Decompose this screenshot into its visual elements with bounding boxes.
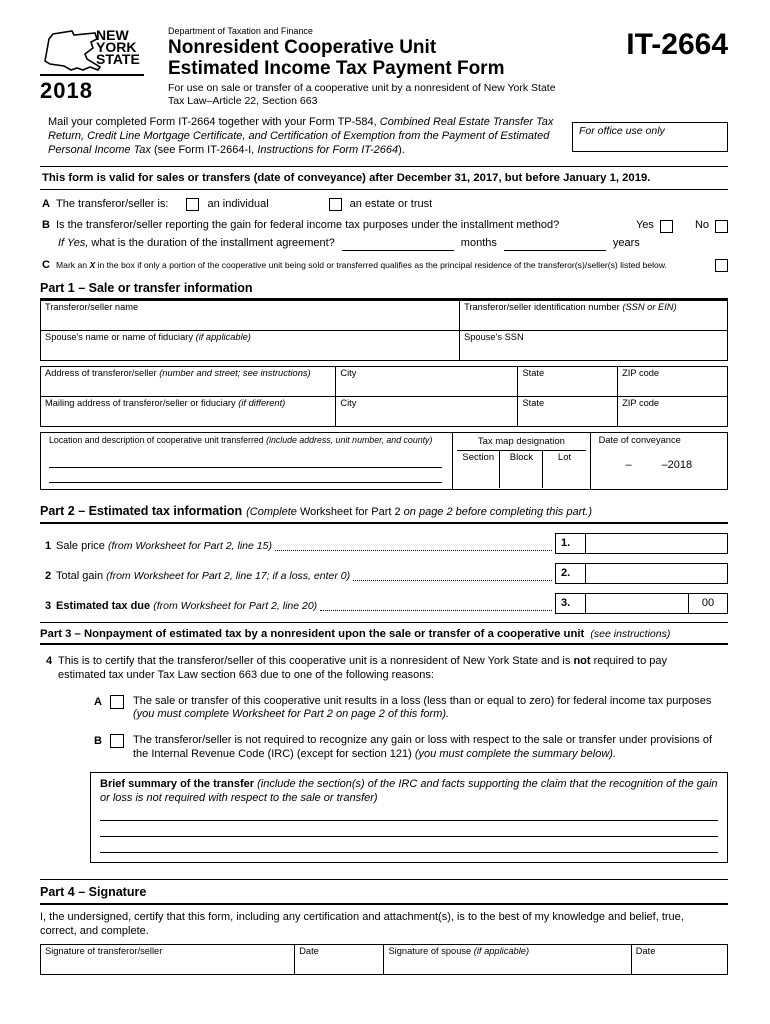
signature-date-field-2[interactable]: Date: [631, 945, 727, 975]
dotted-leader: [275, 550, 552, 551]
if-yes-text: If Yes,: [58, 237, 89, 250]
mailing-instructions: Mail your completed Form IT-2664 together with your Form TP-584, Combined Real Estate Transfer Tax Return, Credit Line Mortgage Certificate, and Certification of Exemption from the Payment of Estimated Personal Income Tax (see Form IT-2664-I, Instructions for Form IT-2664).: [48, 116, 554, 156]
line1-number: 1: [45, 540, 52, 553]
mailing-address-cell[interactable]: Mailing address of transferor/seller or fiduciary (if different): [41, 397, 336, 427]
part1-address-table: [40, 366, 728, 427]
line2-number: 2: [45, 570, 52, 583]
table-row: [41, 367, 728, 397]
item-b-duration-row: If Yes, what is the duration of the installment agreement? months years: [58, 237, 640, 250]
location-writing-line[interactable]: [49, 482, 442, 483]
mailing-state-cell[interactable]: State: [518, 397, 618, 427]
location-cell[interactable]: Location and description of cooperative unit transferred (include address, unit number, and county): [41, 433, 453, 490]
spouse-signature-field[interactable]: Signature of spouse (if applicable): [384, 945, 631, 975]
item4-text: This is to certify that the transferor/seller of this cooperative unit is a nonresident of New York State and is not required to pay estimated tax under Tax Law section 663 due to one of the following reasons:: [58, 655, 667, 681]
certification-statement: I, the undersigned, certify that this form, including any certification and attachment(s), is to the best of my knowledge and belief, true, correct, and complete.: [40, 910, 684, 937]
table-row: [41, 945, 728, 975]
block-field[interactable]: Block: [499, 451, 542, 488]
option-b-letter: B: [94, 735, 102, 748]
transferor-signature-field[interactable]: Signature of transferor/seller: [41, 945, 295, 975]
yes-label: Yes: [635, 219, 654, 232]
installment-no-checkbox[interactable]: [715, 220, 728, 233]
item4-number: 4: [46, 655, 53, 668]
table-row: [41, 397, 728, 427]
item-b-question: Is the transferor/seller reporting the gain for federal income tax purposes under the installment method?: [56, 219, 560, 232]
part3-option-b: [40, 734, 728, 762]
summary-writing-line-2[interactable]: [100, 836, 718, 837]
part2-line-3: [40, 593, 728, 614]
item-c-letter: C: [42, 258, 50, 271]
part3-title: Part 3 – Nonpayment of estimated tax by a nonresident upon the sale or transfer of a cooperative unit (see instructions): [40, 622, 728, 645]
summary-writing-line-1[interactable]: [100, 820, 718, 821]
dotted-leader: [353, 580, 552, 581]
logo-wordmark: NEW YORK STATE: [96, 27, 140, 67]
dotted-leader: [320, 610, 552, 611]
line1-label: Sale price (from Worksheet for Part 2, line 15): [56, 540, 272, 553]
line3-box-number: 3.: [555, 593, 585, 614]
estate-trust-checkbox[interactable]: [329, 198, 342, 211]
summary-heading: Brief summary of the transfer (include the section(s) of the IRC and facts supporting the claim that the recognition of the gain or loss is not required with respect to the sale or transfer): [100, 777, 718, 804]
principal-residence-checkbox[interactable]: [715, 259, 728, 272]
location-writing-line[interactable]: [49, 467, 442, 468]
spouse-name-cell[interactable]: Spouse's name or name of fiduciary (if applicable): [41, 331, 460, 361]
item-c-row: [40, 259, 728, 273]
line3-cents-box: 00: [688, 593, 728, 614]
line3-label: Estimated tax due (from Worksheet for Part 2, line 20): [56, 600, 318, 613]
line3-number: 3: [45, 600, 52, 613]
installment-yes-checkbox[interactable]: [660, 220, 673, 233]
individual-checkbox[interactable]: [186, 198, 199, 211]
zip-cell[interactable]: ZIP code: [618, 367, 728, 397]
conveyance-date-display: – –2018: [625, 458, 693, 471]
item-a-text: The transferor/seller is:: [56, 197, 169, 210]
tax-map-cell: [453, 433, 590, 490]
table-row: [41, 433, 728, 490]
reason-b-checkbox[interactable]: [110, 734, 124, 748]
section-field[interactable]: Section: [462, 452, 495, 464]
line2-amount-box[interactable]: [585, 563, 728, 584]
form-title-line1: Nonresident Cooperative Unit: [168, 37, 437, 59]
summary-writing-line-3[interactable]: [100, 852, 718, 853]
option-b-text: The transferor/seller is not required to recognize any gain or loss with respect to the sale or transfer under provisions of the Internal Revenue Code (IRC) (except for section 121) (you must complete the summary below).: [133, 734, 713, 760]
tax-map-designation-label: Tax map designation: [457, 434, 585, 451]
table-row: [41, 331, 728, 361]
item-c-text: Mark an X in the box if only a portion of the cooperative unit being sold or transferred qualifies as the principal residence of the transferor(s)/seller(s) listed below.: [56, 260, 667, 271]
part1-location-table: [40, 432, 728, 490]
city-cell[interactable]: City: [336, 367, 518, 397]
months-label: months: [460, 237, 497, 250]
line3-amount-box[interactable]: [585, 593, 688, 614]
transferor-name-cell[interactable]: Transferor/seller name: [41, 301, 460, 331]
form-number: IT-2664: [626, 28, 728, 61]
spouse-ssn-cell[interactable]: Spouse's SSN: [460, 331, 728, 361]
signature-date-field-1[interactable]: Date: [295, 945, 384, 975]
address-cell[interactable]: Address of transferor/seller (number and street; see instructions): [41, 367, 336, 397]
item-b-row: [40, 219, 728, 233]
line2-box-number: 2.: [555, 563, 585, 584]
part2-line-2: [40, 563, 728, 584]
line1-box-number: 1.: [555, 533, 585, 554]
part4-title: Part 4 – Signature: [40, 879, 728, 905]
option-a-letter: A: [94, 695, 102, 708]
item-a-letter: A: [42, 197, 50, 210]
part2-line-1: [40, 533, 728, 554]
office-use-box: For office use only: [572, 122, 728, 152]
part3-item4: [40, 655, 728, 683]
form-subtitle: For use on sale or transfer of a cooperative unit by a nonresident of New York State: [168, 82, 556, 95]
date-of-conveyance-label: Date of conveyance: [598, 435, 681, 446]
lot-field[interactable]: Lot: [542, 451, 585, 488]
ny-state-outline-icon: [40, 26, 102, 72]
date-of-conveyance-cell[interactable]: [590, 433, 727, 490]
part1-title: Part 1 – Sale or transfer information: [40, 275, 728, 301]
part3-option-a: [40, 695, 728, 723]
mailing-zip-cell[interactable]: ZIP code: [618, 397, 728, 427]
logo-year: 2018: [40, 74, 144, 105]
signature-table: [40, 944, 728, 975]
line2-label: Total gain (from Worksheet for Part 2, line 17; if a loss, enter 0): [56, 570, 351, 583]
part2-title: Part 2 – Estimated tax information (Complete Worksheet for Part 2 on page 2 before completing this part.): [40, 498, 728, 524]
form-title-line2: Estimated Income Tax Payment Form: [168, 58, 505, 80]
department-name: Department of Taxation and Finance: [168, 26, 313, 36]
years-label: years: [612, 237, 640, 250]
form-header: [40, 26, 728, 108]
mailing-city-cell[interactable]: City: [336, 397, 518, 427]
item-a-row: [40, 198, 728, 212]
line1-amount-box[interactable]: [585, 533, 728, 554]
years-input[interactable]: [504, 239, 606, 251]
estate-trust-label: an estate or trust: [349, 197, 433, 210]
individual-label: an individual: [207, 197, 269, 210]
state-cell[interactable]: State: [518, 367, 618, 397]
item-b-letter: B: [42, 219, 50, 232]
part1-name-table: [40, 300, 728, 361]
validity-statement: This form is valid for sales or transfers (date of conveyance) after December 31, 2017, but before January 1, 2019.: [40, 166, 728, 190]
transfer-summary-box[interactable]: [90, 772, 728, 864]
option-a-text: The sale or transfer of this cooperative unit results in a loss (less than or equal to zero) for federal income tax purposes (you must complete Worksheet for Part 2 on page 2 of this form).: [133, 694, 712, 721]
months-input[interactable]: [342, 239, 454, 251]
mailing-instructions-row: [40, 116, 728, 157]
law-reference: Tax Law–Article 22, Section 663: [168, 95, 318, 108]
table-row: [41, 301, 728, 331]
no-label: No: [694, 219, 709, 232]
transferor-id-cell[interactable]: Transferor/seller identification number (SSN or EIN): [460, 301, 728, 331]
title-block: [168, 26, 620, 108]
nys-logo: [40, 26, 160, 105]
reason-a-checkbox[interactable]: [110, 695, 124, 709]
